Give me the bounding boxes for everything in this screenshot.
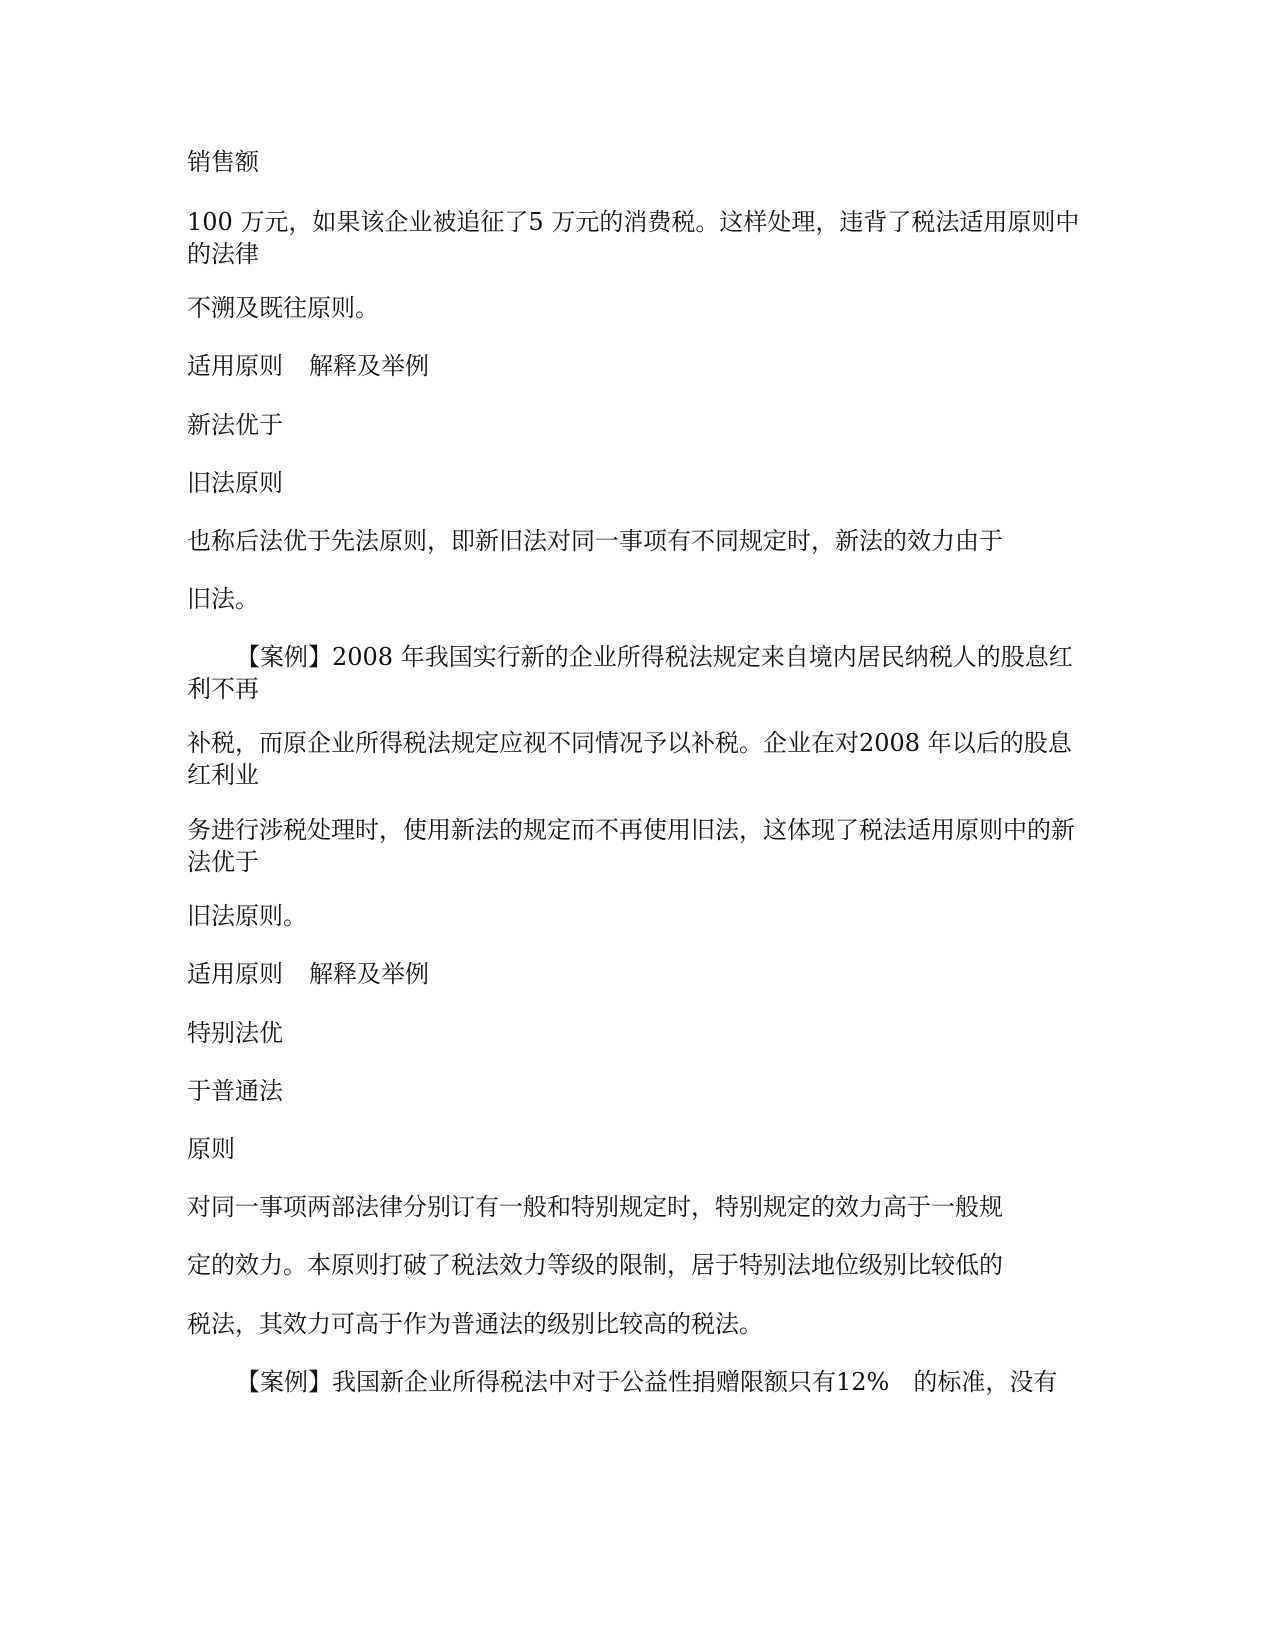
text-line: 定的效力。本原则打破了税法效力等级的限制，居于特别法地位级别比较低的: [187, 1251, 1003, 1279]
table-header-explanation: 解释及举例: [309, 960, 429, 988]
text-line: 也称后法优于先法原则，即新旧法对同一事项有不同规定时，新法的效力由于: [187, 527, 1003, 555]
table-header-explanation: 解释及举例: [309, 352, 429, 380]
table-header-principle: 适用原则: [187, 960, 283, 988]
text-line: 原则: [187, 1135, 235, 1163]
text-line: 旧法原则。: [187, 902, 307, 930]
table-header-principle: 适用原则: [187, 352, 283, 380]
text-line: 税法，其效力可高于作为普通法的级别比较高的税法。: [187, 1310, 763, 1338]
table-header-row: [187, 958, 1087, 990]
text-line: 特别法优: [187, 1019, 283, 1047]
text-line: 旧法。: [187, 585, 259, 613]
text-line: 旧法原则: [187, 469, 283, 497]
text-line: 于普通法: [187, 1077, 283, 1105]
text-line: 不溯及既往原则。: [187, 294, 379, 322]
text-paragraph: 100 万元，如果该企业被追征了5 万元的消费税。这样处理，违背了税法适用原则中的法律: [187, 208, 1080, 268]
text-paragraph: 务进行涉税处理时，使用新法的规定而不再使用旧法，这体现了税法适用原则中的新法优于: [187, 816, 1075, 876]
text-paragraph: 补税，而原企业所得税法规定应视不同情况予以补税。企业在对2008 年以后的股息红利业: [187, 729, 1072, 789]
text-line: 新法优于: [187, 411, 283, 439]
text-line: 销售额: [187, 148, 259, 176]
text-line: 对同一事项两部法律分别订有一般和特别规定时，特别规定的效力高于一般规: [187, 1193, 1003, 1221]
table-header-row: [187, 350, 1087, 382]
case-paragraph: 【案例】我国新企业所得税法中对于公益性捐赠限额只有12% 的标准，没有: [236, 1368, 1058, 1396]
case-paragraph: 【案例】2008 年我国实行新的企业所得税法规定来自境内居民纳税人的股息红利不再: [187, 643, 1073, 703]
